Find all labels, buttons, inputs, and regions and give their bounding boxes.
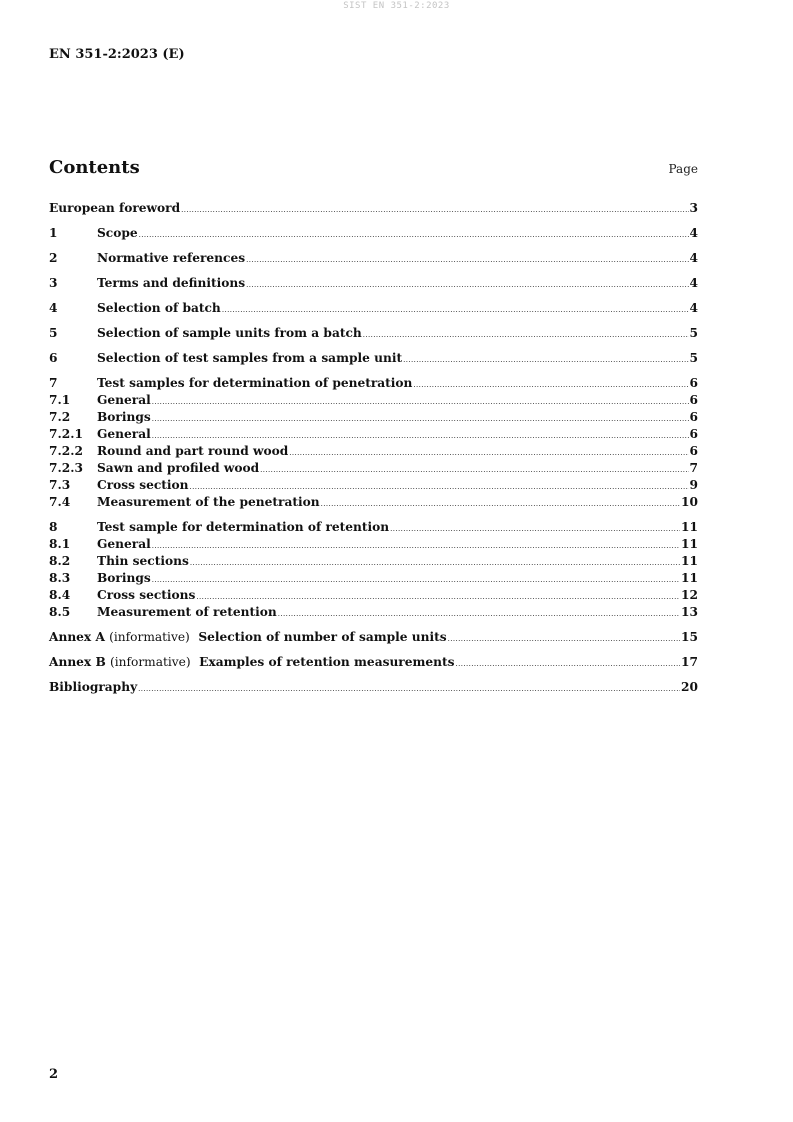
toc-entry-7-2-2[interactable] [49, 443, 698, 460]
toc-page: 4 [689, 251, 698, 265]
dot-leader [222, 302, 689, 319]
dot-leader [448, 631, 680, 648]
toc-title: Round and part round wood [97, 444, 289, 458]
dot-leader [456, 656, 681, 673]
toc-entry-annex-b[interactable] [49, 654, 698, 671]
toc-title: General [97, 537, 151, 551]
page-column-label: Page [668, 162, 698, 176]
toc-title: Scope [97, 226, 138, 240]
toc-entry-european-foreword[interactable] [49, 200, 698, 217]
toc-number: 8 [49, 520, 58, 534]
toc-title: Test samples for determination of penetration [97, 376, 413, 390]
toc-title: Thin sections [97, 554, 189, 568]
toc-entry-7-2-3[interactable] [49, 460, 698, 477]
toc-page: 5 [689, 351, 698, 365]
toc-entry-6[interactable] [49, 350, 698, 367]
toc-title [49, 654, 455, 671]
toc-number: 3 [49, 276, 58, 290]
toc-entry-4[interactable] [49, 300, 698, 317]
toc-entry-7-1[interactable] [49, 392, 698, 409]
toc-page: 11 [681, 571, 698, 585]
toc-title: Measurement of retention [97, 605, 277, 619]
dot-leader [152, 394, 689, 411]
toc-title: General [97, 427, 151, 441]
toc-page: 5 [689, 326, 698, 340]
toc-number: 4 [49, 301, 58, 315]
toc-entry-8-1[interactable] [49, 536, 698, 553]
dot-leader [152, 572, 680, 589]
dot-leader [403, 352, 688, 369]
annex-qualifier: (informative) [109, 630, 190, 644]
toc-title: General [97, 393, 151, 407]
toc-title: Borings [97, 410, 151, 424]
toc-page: 4 [689, 301, 698, 315]
toc-title: Sawn and profiled wood [97, 461, 260, 475]
annex-qualifier: (informative) [110, 655, 191, 669]
dot-leader [152, 411, 689, 428]
toc-number: 7 [49, 376, 58, 390]
toc-entry-annex-a[interactable] [49, 629, 698, 646]
dot-leader [138, 681, 680, 698]
toc-page: 6 [689, 410, 698, 424]
toc-entry-8-5[interactable] [49, 604, 698, 621]
toc-page: 11 [681, 537, 698, 551]
toc-page: 11 [681, 554, 698, 568]
toc-entry-8-2[interactable] [49, 553, 698, 570]
page-number: 2 [49, 1067, 59, 1082]
toc-entry-5[interactable] [49, 325, 698, 342]
toc-title: Bibliography [49, 680, 138, 694]
toc-page: 4 [689, 226, 698, 240]
toc-page: 11 [681, 520, 698, 534]
toc-number: 8.4 [49, 588, 71, 602]
toc-entry-7-3[interactable] [49, 477, 698, 494]
toc-entry-8-4[interactable] [49, 587, 698, 604]
dot-leader [413, 377, 688, 394]
toc-entry-3[interactable] [49, 275, 698, 292]
toc-page: 6 [689, 393, 698, 407]
toc-page: 13 [681, 605, 698, 619]
toc-page: 20 [681, 680, 698, 694]
toc-title: Selection of test samples from a sample unit [97, 351, 403, 365]
toc-entry-7[interactable] [49, 375, 698, 392]
toc-number: 7.4 [49, 495, 71, 509]
toc-number: 8.1 [49, 537, 71, 551]
toc-page: 15 [681, 630, 698, 644]
toc-entry-7-4[interactable] [49, 494, 698, 511]
table-of-contents [49, 200, 698, 696]
toc-entry-7-2[interactable] [49, 409, 698, 426]
toc-title: Selection of sample units from a batch [97, 326, 362, 340]
toc-number: 6 [49, 351, 58, 365]
toc-entry-2[interactable] [49, 250, 698, 267]
annex-label: Annex B [49, 655, 106, 669]
toc-page: 4 [689, 276, 698, 290]
document-id: EN 351-2:2023 (E) [49, 47, 185, 62]
toc-title: Cross section [97, 478, 189, 492]
dot-leader [390, 521, 680, 538]
toc-title: European foreword [49, 201, 181, 215]
toc-title: Normative references [97, 251, 246, 265]
toc-title: Selection of batch [97, 301, 221, 315]
toc-page: 9 [689, 478, 698, 492]
dot-leader [190, 555, 680, 572]
toc-entry-1[interactable] [49, 225, 698, 242]
toc-entry-8-3[interactable] [49, 570, 698, 587]
toc-number: 8.3 [49, 571, 71, 585]
dot-leader [246, 252, 688, 269]
toc-page: 12 [681, 588, 698, 602]
toc-number: 7.1 [49, 393, 71, 407]
dot-leader [278, 606, 680, 623]
annex-title: Selection of number of sample units [198, 630, 447, 644]
dot-leader [181, 202, 688, 219]
toc-title: Borings [97, 571, 151, 585]
toc-page: 6 [689, 444, 698, 458]
toc-number: 8.2 [49, 554, 71, 568]
toc-page: 7 [689, 461, 698, 475]
toc-number: 8.5 [49, 605, 71, 619]
annex-label: Annex A [49, 630, 105, 644]
toc-page: 3 [689, 201, 698, 215]
toc-entry-8[interactable] [49, 519, 698, 536]
toc-number: 5 [49, 326, 58, 340]
dot-leader [260, 462, 688, 479]
toc-title: Terms and definitions [97, 276, 246, 290]
toc-number: 2 [49, 251, 58, 265]
toc-entry-bibliography[interactable] [49, 679, 698, 696]
toc-number: 7.2.2 [49, 444, 83, 458]
dot-leader [289, 445, 688, 462]
annex-title: Examples of retention measurements [199, 655, 455, 669]
toc-title: Test sample for determination of retention [97, 520, 390, 534]
contents-heading: Contents [49, 157, 140, 178]
toc-number: 7.2 [49, 410, 71, 424]
toc-number: 7.2.1 [49, 427, 83, 441]
toc-title: Measurement of the penetration [97, 495, 320, 509]
toc-entry-7-2-1[interactable] [49, 426, 698, 443]
dot-leader [321, 496, 680, 513]
toc-number: 7.2.3 [49, 461, 83, 475]
toc-title [49, 629, 447, 646]
dot-leader [152, 538, 680, 555]
toc-title: Cross sections [97, 588, 196, 602]
dot-leader [363, 327, 689, 344]
toc-page: 6 [689, 376, 698, 390]
toc-number: 7.3 [49, 478, 71, 492]
watermark: SIST EN 351-2:2023 [343, 1, 450, 11]
toc-page: 6 [689, 427, 698, 441]
dot-leader [139, 227, 689, 244]
toc-page: 17 [681, 655, 698, 669]
toc-page: 10 [681, 495, 698, 509]
dot-leader [246, 277, 688, 294]
toc-number: 1 [49, 226, 58, 240]
